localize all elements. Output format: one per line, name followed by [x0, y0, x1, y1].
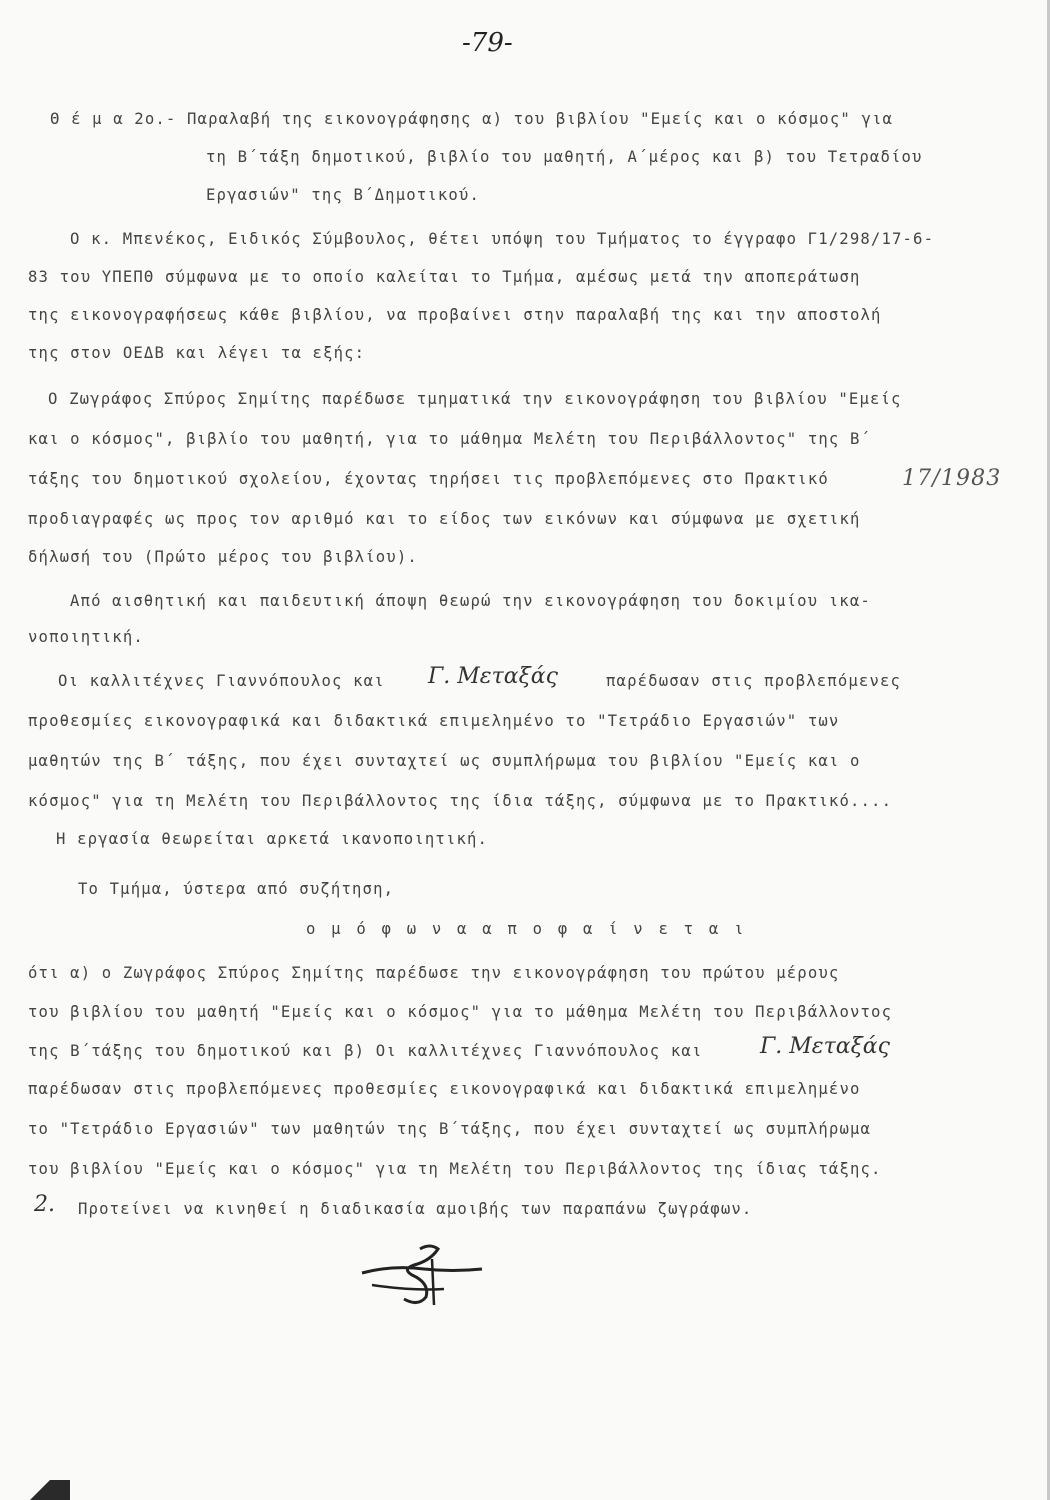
text-line: Ο κ. Μπενέκος, Ειδικός Σύμβουλος, θέτει υπόψη του Τμήματος το έγγραφο Γ1/298/17-6- [70, 230, 935, 248]
text-line: δήλωσή του (Πρώτο μέρος του βιβλίου). [28, 548, 418, 566]
text-line: Οι καλλιτέχνες Γιαννόπουλος και [58, 672, 385, 690]
text-line: Προτείνει να κινηθεί η διαδικασία αμοιβής των παραπάνω ζωγράφων. [78, 1200, 753, 1218]
text-line: παρέδωσαν στις προβλεπόμενες [606, 672, 902, 690]
text-line: μαθητών της Β΄ τάξης, που έχει συνταχτεί ως συμπλήρωμα του βιβλίου "Εμείς και ο [28, 752, 861, 770]
text-line: Από αισθητική και παιδευτική άποψη θεωρώ την εικονογράφηση του δοκιμίου ικα- [70, 592, 871, 610]
scan-corner [0, 1480, 70, 1500]
text-line: και ο κόσμος", βιβλίο του μαθητή, για το μάθημα Μελέτη του Περιβάλλοντος" της Β΄ [28, 430, 872, 448]
text-line: Ο Ζωγράφος Σπύρος Σημίτης παρέδωσε τμηματικά την εικονογράφηση του βιβλίου "Εμείς [48, 390, 902, 408]
handwritten-artist-name: Γ. Μεταξάς [428, 664, 558, 689]
text-line: ότι α) ο Ζωγράφος Σπύρος Σημίτης παρέδωσε την εικονογράφηση του πρώτου μέρους [28, 964, 840, 982]
text-line: νοποιητική. [28, 628, 144, 646]
text-line: το "Τετράδιο Εργασιών" των μαθητών της Β΄τάξης, που έχει συνταχτεί ως συμπλήρωμα [28, 1120, 872, 1138]
text-line: του βιβλίου του μαθητή "Εμείς και ο κόσμος" για το μάθημα Μελέτη του Περιβάλλοντος [28, 1003, 893, 1021]
text-line: προθεσμίες εικονογραφικά και διδακτικά επιμελημένο το "Τετράδιο Εργασιών" των [28, 712, 840, 730]
text-line: κόσμος" για τη Μελέτη του Περιβάλλοντος της ίδια τάξης, σύμφωνα με το Πρακτικό.... [28, 792, 893, 810]
text-line: 83 του ΥΠΕΠΘ σύμφωνα με το οποίο καλείται το Τμήμα, αμέσως μετά την αποπεράτωση [28, 268, 861, 286]
text-line: του βιβλίου "Εμείς και ο κόσμος" για τη Μελέτη του Περιβάλλοντος της ίδιας τάξης. [28, 1160, 882, 1178]
handwritten-artist-name: Γ. Μεταξάς [760, 1034, 890, 1059]
text-line: Η εργασία θεωρείται αρκετά ικανοποιητική. [56, 830, 489, 848]
text-line: της στον ΟΕΔΒ και λέγει τα εξής: [28, 344, 366, 362]
text-line: τη Β΄τάξη δημοτικού, βιβλίο του μαθητή, Α΄μέρος και β) του Τετραδίου [206, 148, 923, 166]
page-number: -79- [462, 28, 513, 58]
text-line: Το Τμήμα, ύστερα από συζήτηση, [78, 880, 395, 898]
text-line: Εργασιών" της Β΄Δημοτικού. [206, 186, 480, 204]
text-line: παρέδωσαν στις προβλεπόμενες προθεσμίες εικονογραφικά και διδακτικά επιμελημένο [28, 1080, 861, 1098]
decision-heading: ο μ ό φ ω ν α α π ο φ α ί ν ε τ α ι [306, 920, 747, 938]
signature-mark [352, 1235, 492, 1315]
handwritten-item-number: 2. [34, 1192, 55, 1217]
handwritten-practice-number: 17/1983 [902, 466, 1002, 491]
text-line: της Β΄τάξης του δημοτικού και β) Οι καλλιτέχνες Γιαννόπουλος και [28, 1042, 703, 1060]
text-line: τάξης του δημοτικού σχολείου, έχοντας τηρήσει τις προβλεπόμενες στο Πρακτικό [28, 470, 829, 488]
text-line: της εικονογραφήσεως κάθε βιβλίου, να προβαίνει στην παραλαβή της και την αποστολή [28, 306, 882, 324]
text-line: προδιαγραφές ως προς τον αριθμό και το είδος των εικόνων και σύμφωνα με σχετική [28, 510, 861, 528]
text-line: Θ έ μ α 2ο.- Παραλαβή της εικονογράφησης α) του βιβλίου "Εμείς και ο κόσμος" για [50, 110, 894, 128]
